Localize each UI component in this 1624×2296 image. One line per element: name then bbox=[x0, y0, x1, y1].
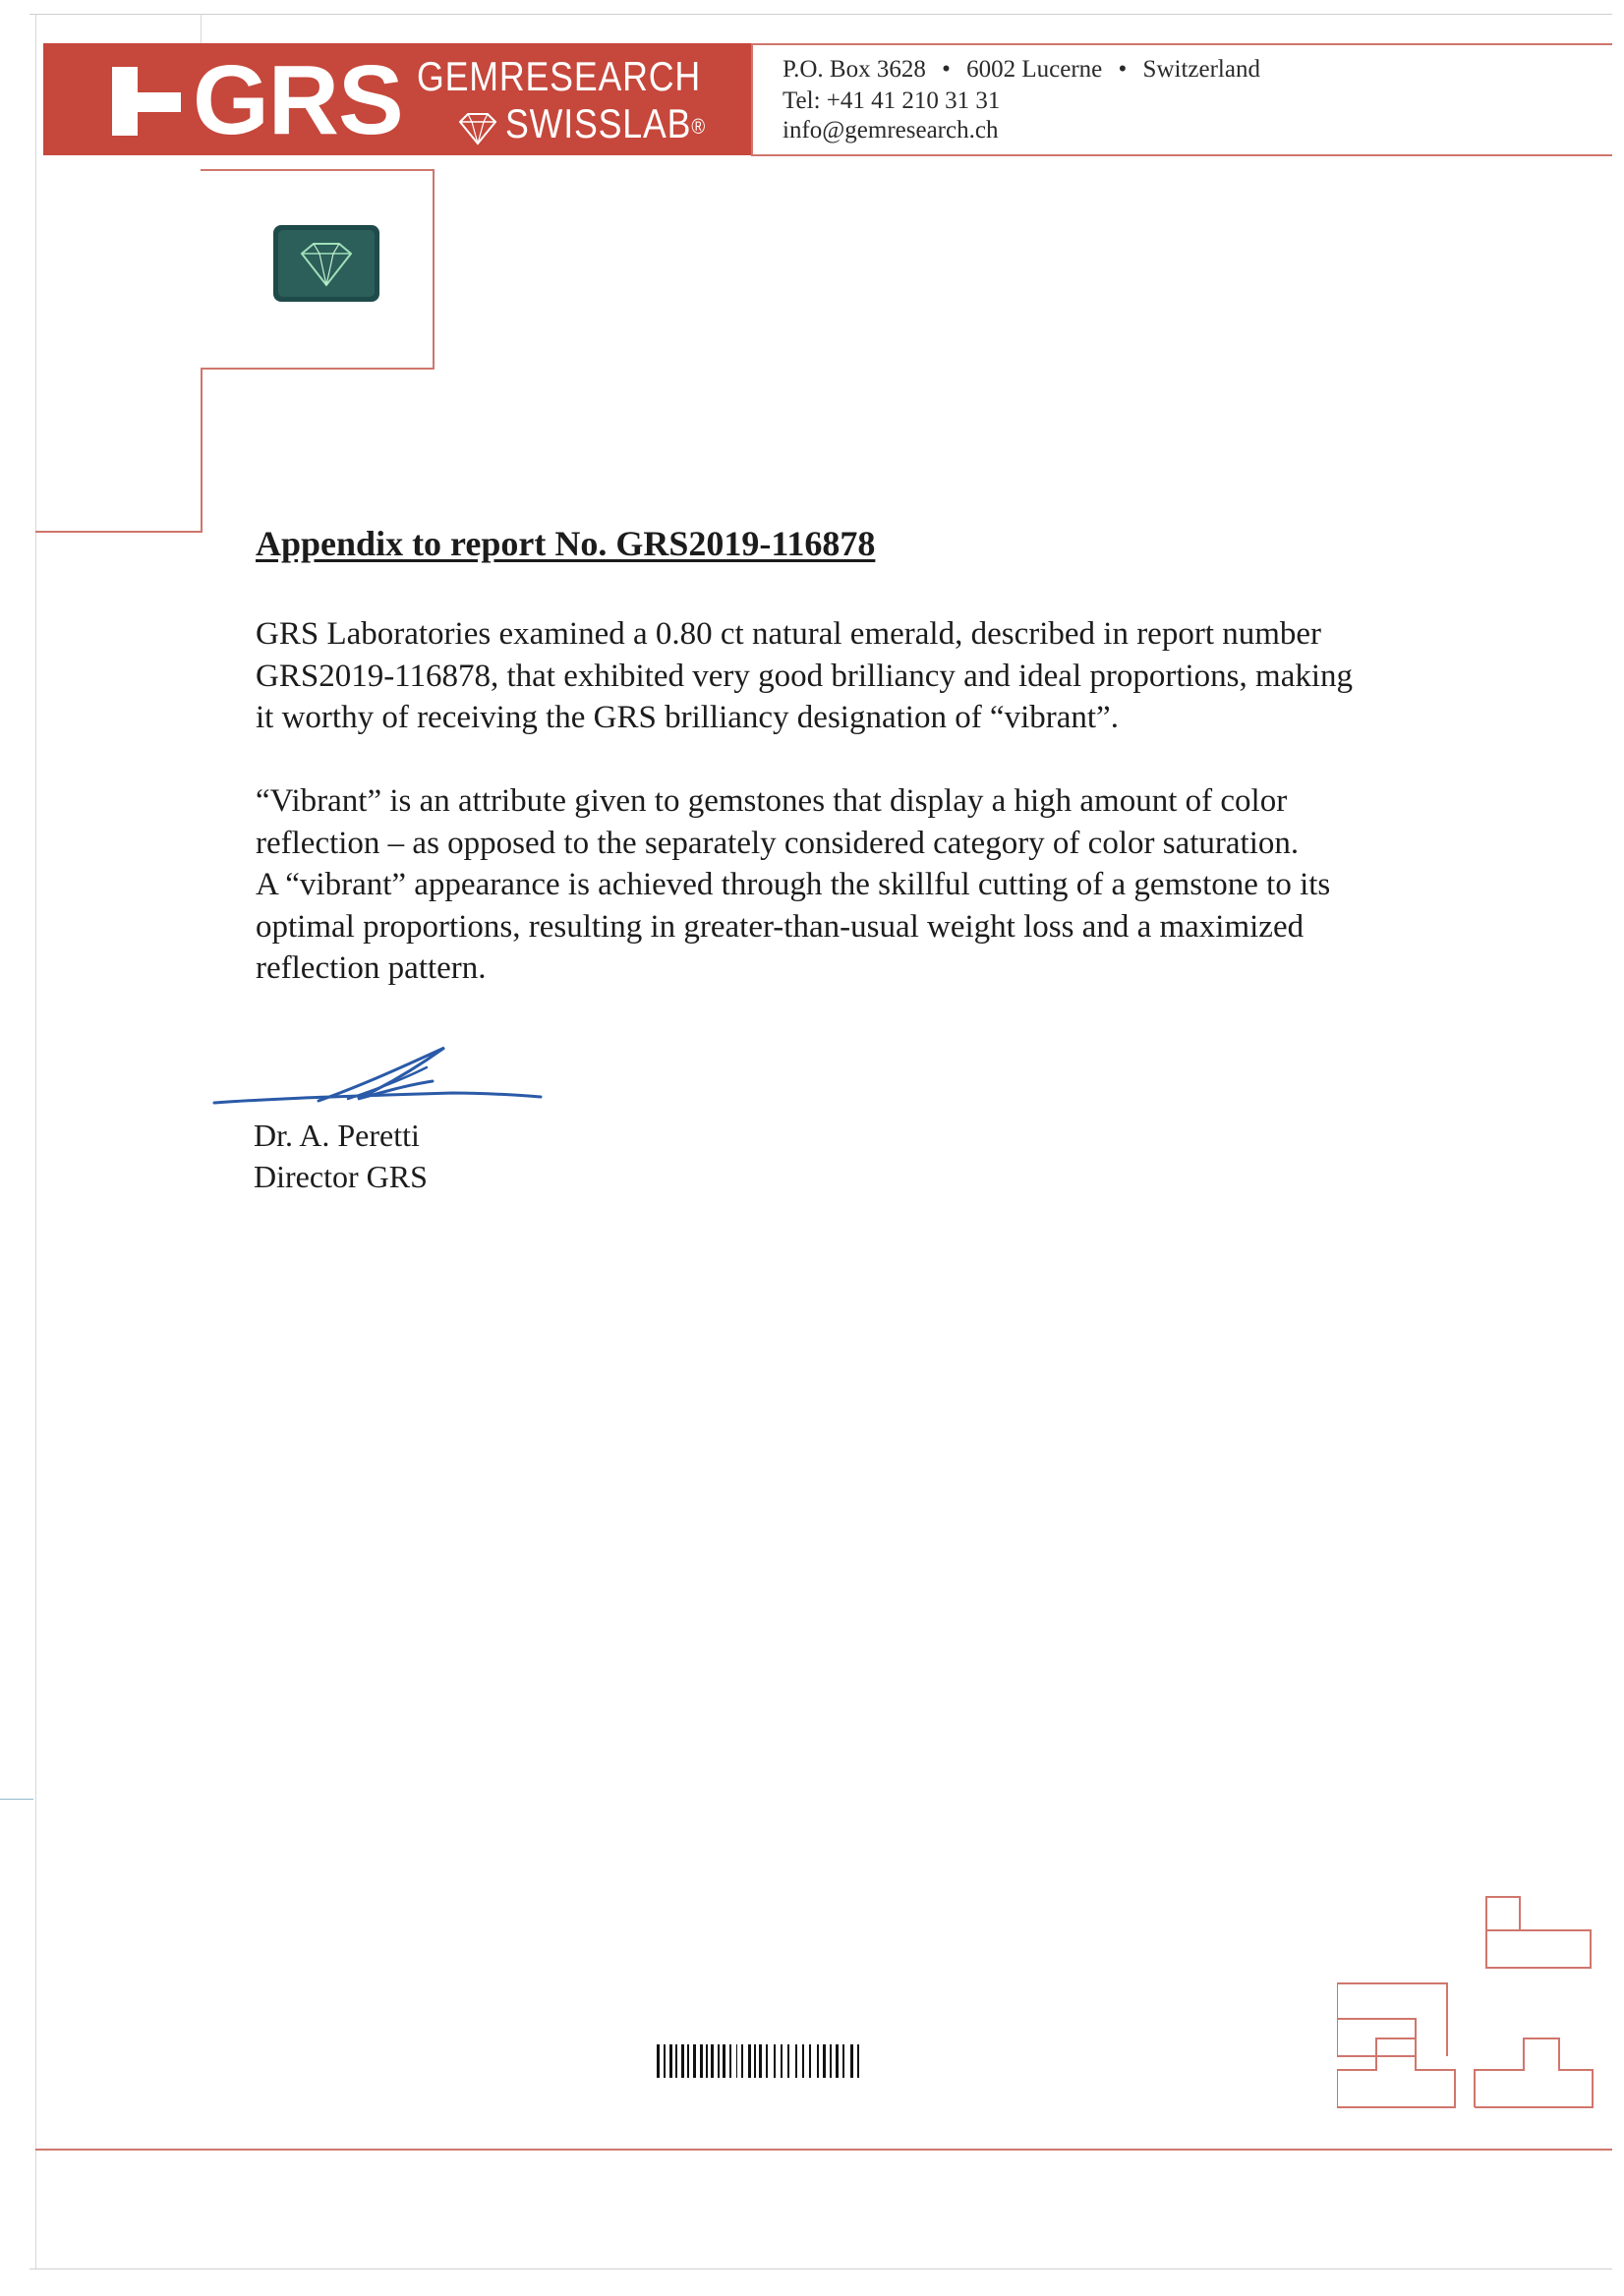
barcode-bar bbox=[823, 2044, 826, 2078]
barcode-bar bbox=[700, 2044, 703, 2078]
frame-rule bbox=[201, 169, 435, 171]
logo-gemresearch-text: GEMRESEARCH bbox=[417, 53, 702, 99]
swiss-cross-icon bbox=[112, 67, 181, 136]
country: Switzerland bbox=[1142, 56, 1260, 83]
barcode-bar bbox=[787, 2044, 789, 2078]
appendix-title: Appendix to report No. GRS2019-116878 bbox=[256, 524, 876, 563]
frame-rule bbox=[201, 368, 203, 533]
email-address: info@gemresearch.ch bbox=[783, 117, 999, 144]
scan-top-rule bbox=[29, 14, 1612, 15]
telephone: Tel: +41 41 210 31 31 bbox=[783, 87, 1001, 114]
barcode-bar bbox=[817, 2044, 819, 2078]
barcode-bar bbox=[675, 2044, 677, 2078]
barcode-bar bbox=[736, 2044, 737, 2078]
header-bottom-rule bbox=[751, 154, 1612, 156]
barcode-bar bbox=[795, 2044, 797, 2078]
barcode-bar bbox=[830, 2044, 832, 2078]
barcode-bar bbox=[718, 2044, 720, 2078]
barcode-bar bbox=[729, 2044, 731, 2078]
frame-rule bbox=[35, 531, 203, 533]
header-top-rule bbox=[751, 43, 1612, 45]
barcode-bar bbox=[657, 2044, 660, 2078]
city: 6002 Lucerne bbox=[966, 56, 1103, 83]
barcode-bar bbox=[741, 2044, 743, 2078]
registered-mark: ® bbox=[691, 113, 706, 139]
paragraph-line: reflection – as opposed to the separately considered category of color saturation. bbox=[256, 825, 1300, 861]
barcode-bar bbox=[748, 2044, 751, 2078]
barcode-bar bbox=[706, 2044, 708, 2078]
frame-rule bbox=[433, 169, 435, 370]
decorative-steps-graphic bbox=[1337, 1867, 1622, 2123]
barcode-bar bbox=[687, 2044, 689, 2078]
footer-rule bbox=[35, 2149, 1612, 2151]
barcode-bar bbox=[766, 2044, 768, 2078]
brand-logo-band bbox=[43, 43, 751, 155]
paragraph-line: “Vibrant” is an attribute given to gemstones that display a high amount of color bbox=[256, 783, 1288, 819]
address-line-1 bbox=[783, 55, 1260, 85]
signatory-name: Dr. A. Peretti bbox=[254, 1118, 420, 1153]
signatory-title: Director GRS bbox=[254, 1159, 428, 1194]
scan-bottom-rule bbox=[29, 2268, 1612, 2269]
logo-grs-text: GRS bbox=[193, 45, 403, 155]
margin-tick bbox=[0, 1799, 33, 1800]
bullet-separator: • bbox=[942, 56, 951, 83]
paragraph-line: optimal proportions, resulting in greater-than-usual weight loss and a maximized bbox=[256, 908, 1305, 945]
paragraph-line: GRS Laboratories examined a 0.80 ct natural emerald, described in report number bbox=[256, 616, 1322, 652]
paragraph-vibrant-definition bbox=[256, 780, 1475, 990]
paragraph-examination bbox=[256, 613, 1475, 739]
barcode-bar bbox=[711, 2044, 714, 2078]
barcode-bar bbox=[669, 2044, 672, 2078]
scan-left-rule bbox=[35, 14, 36, 2268]
barcode-bar bbox=[781, 2044, 783, 2078]
barcode-bar bbox=[774, 2044, 776, 2078]
po-box: P.O. Box 3628 bbox=[783, 56, 926, 83]
logo-swisslab-word: SWISSLAB bbox=[505, 100, 692, 146]
paragraph-line: it worthy of receiving the GRS brilliancy designation of “vibrant”. bbox=[256, 700, 1119, 735]
barcode-bar bbox=[664, 2044, 666, 2078]
bullet-separator: • bbox=[1118, 56, 1128, 83]
barcode-bar bbox=[754, 2044, 756, 2078]
barcode-bar bbox=[693, 2044, 696, 2078]
frame-rule bbox=[201, 368, 435, 370]
diamond-icon bbox=[456, 112, 499, 145]
barcode-bar bbox=[681, 2044, 684, 2078]
barcode-bar bbox=[850, 2044, 853, 2078]
barcode-bar bbox=[723, 2044, 725, 2078]
scan-top-tick bbox=[201, 14, 202, 43]
barcode-bar bbox=[857, 2044, 859, 2078]
paragraph-line: A “vibrant” appearance is achieved through the skillful cutting of a gemstone to its bbox=[256, 867, 1331, 902]
address-divider bbox=[751, 43, 753, 155]
paragraph-line: GRS2019-116878, that exhibited very good brilliancy and ideal proportions, making bbox=[256, 658, 1354, 694]
paragraph-line: reflection pattern. bbox=[256, 950, 487, 986]
barcode-icon bbox=[657, 2044, 987, 2078]
barcode-bar bbox=[842, 2044, 844, 2078]
barcode-bar bbox=[802, 2044, 804, 2078]
logo-swisslab-text bbox=[505, 98, 706, 152]
barcode-bar bbox=[809, 2044, 811, 2078]
barcode-bar bbox=[759, 2044, 762, 2078]
hologram-seal-icon bbox=[272, 224, 380, 303]
barcode-bar bbox=[836, 2044, 839, 2078]
